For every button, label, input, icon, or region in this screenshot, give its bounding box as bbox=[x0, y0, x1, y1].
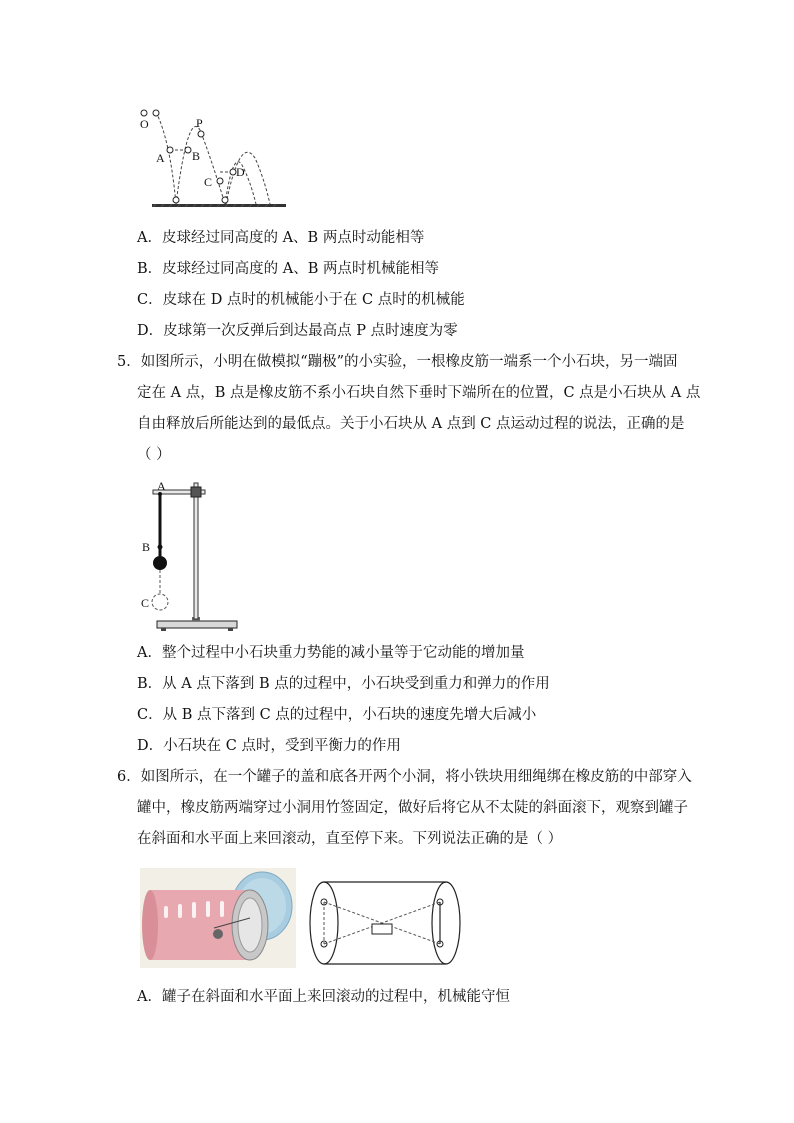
q5-option-b: B．从 A 点下落到 B 点的过程中，小石块受到重力和弹力的作用 bbox=[137, 676, 550, 692]
bungee-stand-figure bbox=[135, 475, 245, 635]
bungee-label-c: C bbox=[141, 596, 150, 610]
label-a: A bbox=[156, 151, 165, 165]
label-c: C bbox=[204, 175, 213, 189]
label-p: P bbox=[196, 116, 203, 130]
q5-stem-line-2: 定在 A 点，B 点是橡皮筋不系小石块自然下垂时下端所在的位置，C 点是小石块从 A 点 bbox=[137, 385, 701, 401]
label-o: O bbox=[140, 117, 149, 131]
q5-option-c: C．从 B 点下落到 C 点的过程中，小石块的速度先增大后减小 bbox=[137, 707, 537, 723]
q5-option-d: D．小石块在 C 点时，受到平衡力的作用 bbox=[137, 738, 401, 754]
bungee-label-a: A bbox=[157, 479, 166, 493]
q5-option-a: A．整个过程中小石块重力势能的减小量等于它动能的增加量 bbox=[137, 645, 525, 661]
q5-stem-line-3: 自由释放后所能达到的最低点。关于小石块从 A 点到 C 点运动过程的说法，正确的是 bbox=[137, 416, 685, 432]
can-schematic-diagram bbox=[306, 878, 466, 968]
q4-option-c: C．皮球在 D 点时的机械能小于在 C 点时的机械能 bbox=[137, 292, 465, 308]
label-d: D bbox=[236, 165, 245, 179]
q6-stem-line-2: 罐中，橡皮筋两端穿过小洞用竹签固定，做好后将它从不太陡的斜面滚下，观察到罐子 bbox=[137, 800, 688, 816]
q5-stem-line-4: （ ） bbox=[137, 447, 171, 463]
bouncing-ball-figure bbox=[130, 100, 300, 215]
bungee-label-b: B bbox=[142, 540, 151, 554]
q6-stem-line-1: 6．如图所示，在一个罐子的盖和底各开两个小洞，将小铁块用细绳绑在橡皮筋的中部穿入 bbox=[117, 769, 692, 785]
q6-stem-line-3: 在斜面和水平面上来回滚动，直至停下来。下列说法正确的是（ ） bbox=[137, 831, 563, 847]
q6-option-a: A．罐子在斜面和水平面上来回滚动的过程中，机械能守恒 bbox=[137, 989, 510, 1005]
q4-option-d: D．皮球第一次反弹后到达最高点 P 点时速度为零 bbox=[137, 323, 458, 339]
q4-option-a: A．皮球经过同高度的 A、B 两点时动能相等 bbox=[137, 230, 425, 246]
q4-option-b: B．皮球经过同高度的 A、B 两点时机械能相等 bbox=[137, 261, 439, 277]
label-b: B bbox=[192, 149, 201, 163]
rolling-can-photo bbox=[140, 868, 296, 968]
q5-stem-line-1: 5．如图所示，小明在做模拟“蹦极”的小实验，一根橡皮筋一端系一个小石块，另一端固 bbox=[117, 354, 678, 370]
